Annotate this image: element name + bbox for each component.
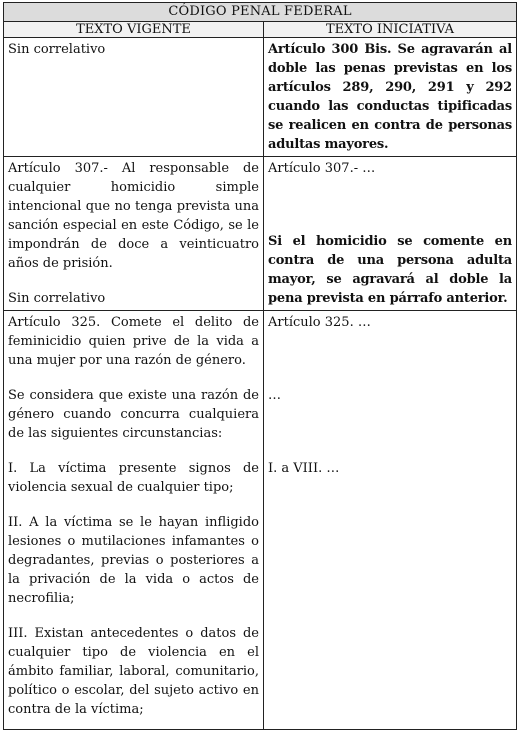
header-texto-vigente: TEXTO VIGENTE: [4, 22, 264, 38]
document: [3, 2, 516, 730]
comparison-table: [3, 2, 517, 730]
table-title: CÓDIGO PENAL FEDERAL: [4, 3, 517, 22]
vigente-paragraph: Artículo 325. Comete el delito de feminicidio quien prive de la vida a una mujer por una razón de género.: [8, 315, 259, 368]
iniciativa-paragraph: I. a VIII. …: [268, 461, 340, 476]
iniciativa-paragraph-bold: Si el homicidio se comente en contra de una persona adulta mayor, se agravará al doble la pena prevista en párrafo anterior.: [268, 234, 512, 306]
iniciativa-cell: [264, 311, 517, 730]
vigente-paragraph: Se considera que existe una razón de género cuando concurra cualquiera de las siguientes circunstancias:: [8, 388, 259, 441]
iniciativa-paragraph-bold: Artículo 300 Bis. Se agravarán al doble las penas previstas en los artículos 289, 290, 291 y 292 cuando las conductas tipificadas se realicen en contra de personas adultas mayores.: [268, 42, 512, 152]
vigente-paragraph: Sin correlativo: [8, 42, 106, 57]
vigente-paragraph: Artículo 307.- Al responsable de cualquier homicidio simple intencional que no tenga prevista una sanción especial en este Código, se le impondrán de doce a veinticuatro años de prisión.: [8, 161, 259, 271]
table-row: [4, 157, 517, 311]
iniciativa-cell: [264, 38, 517, 157]
table-row: [4, 311, 517, 730]
vigente-cell: [4, 157, 264, 311]
vigente-paragraph: II. A la víctima se le hayan infligido lesiones o mutilaciones infamantes o degradantes, previas o posteriores a la privación de la vida o actos de necrofilia;: [8, 515, 259, 606]
iniciativa-paragraph: Artículo 325. …: [268, 315, 371, 330]
table-row: [4, 38, 517, 157]
vigente-paragraph: I. La víctima presente signos de violencia sexual de cualquier tipo;: [8, 461, 259, 495]
vigente-cell: [4, 38, 264, 157]
vigente-paragraph: III. Existan antecedentes o datos de cualquier tipo de violencia en el ámbito familiar, laboral, comunitario, político o escolar, del sujeto activo en contra de la víctima;: [8, 626, 259, 717]
iniciativa-paragraph: …: [268, 388, 281, 403]
iniciativa-paragraph: Artículo 307.- …: [268, 161, 376, 176]
vigente-paragraph: Sin correlativo: [8, 291, 106, 306]
iniciativa-cell: [264, 157, 517, 311]
header-texto-iniciativa: TEXTO INICIATIVA: [264, 22, 517, 38]
vigente-cell: [4, 311, 264, 730]
